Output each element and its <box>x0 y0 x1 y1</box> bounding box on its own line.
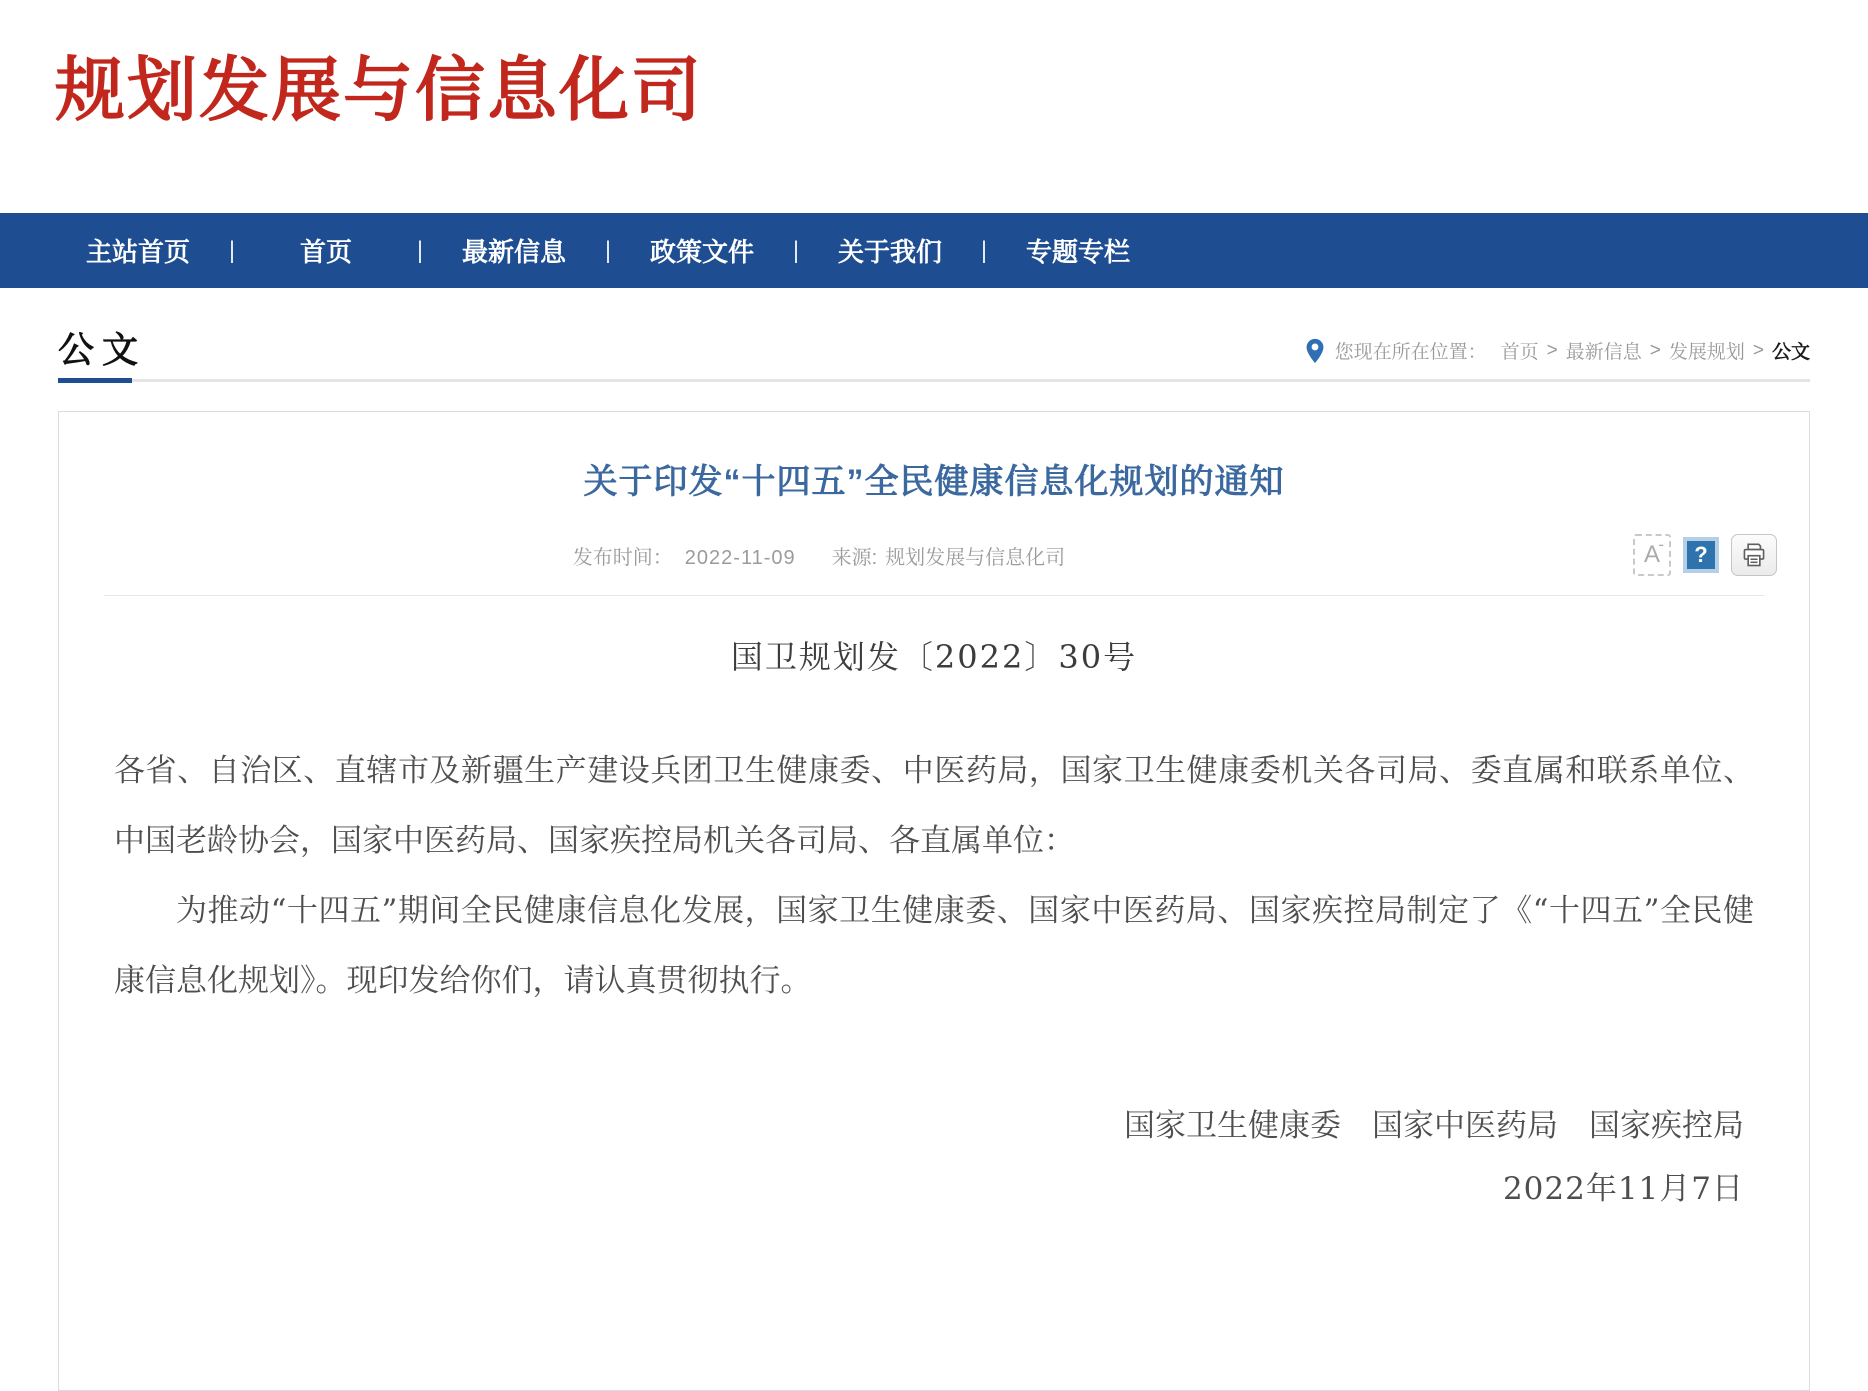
nav-separator: | <box>228 236 236 264</box>
article-meta <box>59 541 1809 570</box>
nav-item-home[interactable]: 首页 <box>299 237 352 267</box>
publish-time-label: 发布时间： <box>572 546 673 569</box>
issuing-agencies: 国家卫生健康委 国家中医药局 国家疾控局 <box>1124 1108 1744 1144</box>
font-size-decrease-button[interactable] <box>1633 534 1671 576</box>
nav-separator: | <box>792 236 800 264</box>
breadcrumb-prefix: 您现在所在位置： <box>1334 342 1487 363</box>
rule-blue-segment <box>58 378 132 383</box>
rule-gray-segment <box>58 379 1810 382</box>
article-container <box>58 411 1810 1391</box>
nav-separator: | <box>416 236 424 264</box>
nav-separator: | <box>980 236 988 264</box>
source-value: 规划发展与信息化司 <box>885 546 1066 569</box>
nav-item-special-topics[interactable]: 专题专栏 <box>1025 237 1130 267</box>
print-button[interactable] <box>1731 534 1777 576</box>
breadcrumb-separator: > <box>1752 339 1764 361</box>
meta-divider <box>104 595 1764 596</box>
breadcrumb-row <box>58 329 1810 371</box>
breadcrumb-current-page: 公文 <box>1771 342 1810 363</box>
body-paragraph: 为推动“十四五”期间全民健康信息化发展，国家卫生健康委、国家中医药局、国家疾控局制定了《“十四五”全民健康信息化规划》。现印发给你们，请认真贯彻执行。 <box>114 893 1754 999</box>
printer-icon <box>1740 541 1768 569</box>
section-title: 公文 <box>58 329 147 371</box>
breadcrumb-link-latest-news[interactable]: 最新信息 <box>1565 342 1642 363</box>
signature-block <box>114 1100 1744 1208</box>
document-number: 国卫规划发〔2022〕30号 <box>730 638 1138 676</box>
main-nav <box>0 213 1868 288</box>
help-button[interactable] <box>1683 537 1719 573</box>
nav-item-main-home[interactable]: 主站首页 <box>85 237 190 267</box>
source-label: 来源: <box>831 546 878 569</box>
breadcrumb-link-home[interactable]: 首页 <box>1500 342 1539 363</box>
nav-item-about-us[interactable]: 关于我们 <box>837 237 942 267</box>
breadcrumb-separator: > <box>1649 339 1661 361</box>
section-title-underline <box>58 378 1810 383</box>
breadcrumb <box>1305 337 1810 364</box>
article-meta-row <box>59 529 1809 581</box>
issue-date: 2022年11月7日 <box>1502 1171 1744 1207</box>
breadcrumb-separator: > <box>1546 339 1558 361</box>
nav-item-policy-documents[interactable]: 政策文件 <box>649 237 754 267</box>
font-size-minus-icon: - <box>1658 535 1664 554</box>
site-header <box>0 0 1868 213</box>
question-mark-icon: ? <box>1694 542 1708 567</box>
nav-separator: | <box>604 236 612 264</box>
font-size-letter: A <box>1643 541 1660 568</box>
nav-item-latest-news[interactable]: 最新信息 <box>461 237 566 267</box>
article-toolbar <box>1633 534 1777 576</box>
addressee-paragraph: 各省、自治区、直辖市及新疆生产建设兵团卫生健康委、中医药局，国家卫生健康委机关各司局、委直属和联系单位、中国老龄协会，国家中医药局、国家疾控局机关各司局、各直属单位： <box>114 753 1754 859</box>
location-pin-icon <box>1305 338 1325 364</box>
article-body <box>114 736 1754 1016</box>
article-title: 关于印发“十四五”全民健康信息化规划的通知 <box>583 463 1285 501</box>
publish-date: 2022-11-09 <box>684 546 796 569</box>
site-logo-title[interactable]: 规划发展与信息化司 <box>55 51 703 129</box>
breadcrumb-link-development-planning[interactable]: 发展规划 <box>1668 342 1745 363</box>
